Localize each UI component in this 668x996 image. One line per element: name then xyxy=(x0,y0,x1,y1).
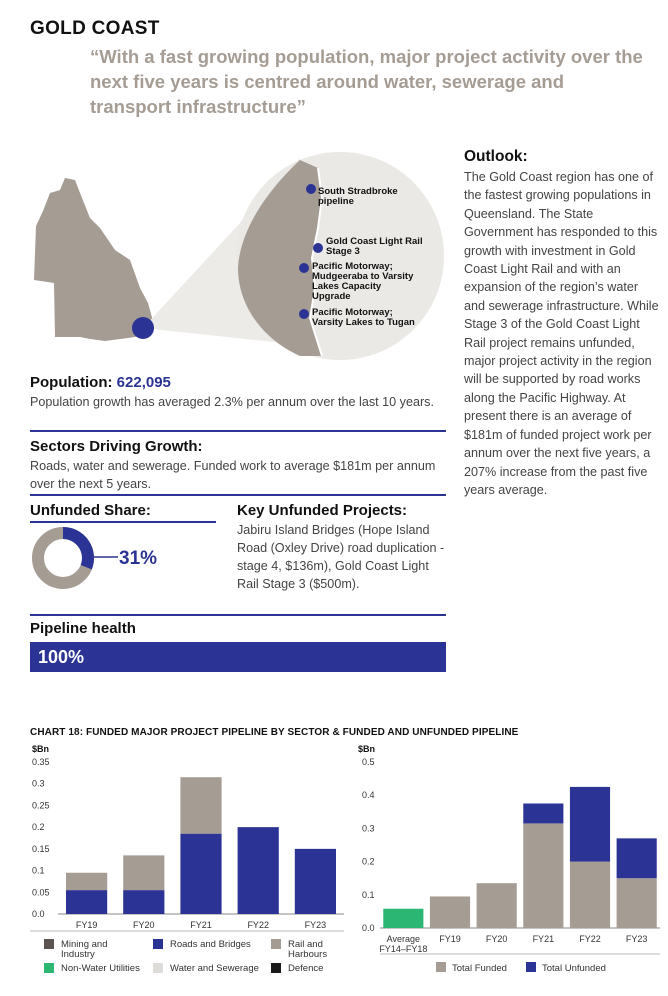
y-tick-label: 0.35 xyxy=(32,757,50,767)
legend-label: Total Funded xyxy=(452,963,507,974)
y-tick-label: 0.0 xyxy=(362,923,375,933)
y-axis-label: $Bn xyxy=(358,744,376,754)
sectors-text: Roads, water and sewerage. Funded work to average $181m per annum over the next 5 years. xyxy=(30,459,436,491)
legend-swatch xyxy=(526,962,536,972)
x-tick-label: FY19 xyxy=(75,920,98,930)
x-tick-label: FY23 xyxy=(304,920,327,930)
bar-segment xyxy=(66,890,107,914)
bar-segment xyxy=(123,890,164,914)
y-tick-label: 0.3 xyxy=(362,823,375,834)
x-tick-label: FY20 xyxy=(133,920,155,930)
x-tick-label: FY21 xyxy=(532,934,555,944)
y-tick-label: 0.0 xyxy=(32,909,45,919)
legend-label: Total Unfunded xyxy=(542,963,606,974)
legend-label: Non-Water Utilities xyxy=(61,963,140,974)
x-tick-label: FY19 xyxy=(439,934,461,944)
page-title: GOLD COAST xyxy=(30,18,160,39)
x-tick-label: FY23 xyxy=(625,934,648,944)
x-tick-label: FY20 xyxy=(485,934,508,944)
pipeline-heading: Pipeline health xyxy=(30,620,136,637)
legend-label: Defence xyxy=(288,963,324,974)
project-label: Gold Coast Light Rail Stage 3 xyxy=(326,236,423,257)
bar-segment xyxy=(295,849,336,914)
legend-label: Water and Sewerage xyxy=(170,963,259,974)
legend-swatch xyxy=(271,963,281,973)
project-marker xyxy=(306,184,316,194)
outlook-heading: Outlook: xyxy=(464,148,528,165)
unfunded-percent: 31% xyxy=(119,548,158,569)
x-tick-label: FY22 xyxy=(579,934,601,944)
y-tick-label: 0.1 xyxy=(32,865,45,876)
key-projects-heading: Key Unfunded Projects: xyxy=(237,502,408,519)
bar-segment xyxy=(617,878,657,928)
bar-segment xyxy=(238,827,279,914)
legend-label: Rail and Harbours xyxy=(288,939,328,960)
legend-swatch xyxy=(271,939,281,949)
bar-segment xyxy=(523,823,563,928)
bar-segment xyxy=(570,787,610,862)
bar-segment xyxy=(570,862,610,928)
project-label: South Stradbroke pipeline xyxy=(318,186,398,207)
x-tick-label: FY22 xyxy=(247,920,269,930)
project-label: Pacific Motorway; Varsity Lakes to Tugan xyxy=(312,307,415,328)
y-tick-label: 0.1 xyxy=(362,889,375,900)
divider xyxy=(30,521,216,523)
project-marker xyxy=(299,263,309,273)
sectors-heading: Sectors Driving Growth: xyxy=(30,438,203,455)
bar-segment xyxy=(617,838,657,878)
divider xyxy=(30,430,446,432)
funded-unfunded-chart xyxy=(352,740,664,976)
legend-label: Mining and Industry xyxy=(61,939,108,960)
outlook-text: The Gold Coast region has one of the fastest growing populations in Queensland. The State Government has responded to this growth with investment in Gold Coast Light Rail and with an expansion of the region’s water and sewerage infrastructure. While Stage 3 of the Gold Coast Light Rail project remains unfunded, major project activity in the region will be supported by road works along the Pacific Highway. At present there is an average of $181m of funded project work per annum over the next five years, a 207% increase from the past five years average. xyxy=(464,170,659,497)
legend-swatch xyxy=(44,963,54,973)
y-tick-label: 0.2 xyxy=(362,856,375,867)
queensland-map-shape xyxy=(34,178,153,341)
project-marker xyxy=(313,243,323,253)
population-text: Population growth has averaged 2.3% per annum over the last 10 years. xyxy=(30,395,434,409)
legend-swatch xyxy=(153,939,163,949)
y-tick-label: 0.05 xyxy=(32,887,50,898)
region-map xyxy=(0,138,455,373)
bar-segment xyxy=(430,896,470,928)
y-tick-label: 0.25 xyxy=(32,800,50,811)
y-tick-label: 0.4 xyxy=(362,790,375,801)
pipeline-value: 100% xyxy=(38,647,85,667)
y-tick-label: 0.3 xyxy=(32,778,45,789)
bar-segment xyxy=(477,883,517,928)
donut-leader xyxy=(94,550,120,564)
divider xyxy=(30,614,446,616)
legend-swatch xyxy=(436,962,446,972)
bar-segment xyxy=(523,804,563,824)
legend-swatch xyxy=(44,939,54,949)
region-marker xyxy=(132,317,154,339)
pipeline-health-bar xyxy=(30,642,446,672)
unfunded-donut xyxy=(30,525,96,591)
legend-swatch xyxy=(153,963,163,973)
y-tick-label: 0.2 xyxy=(32,822,45,833)
divider xyxy=(30,494,446,496)
key-projects-text: Jabiru Island Bridges (Hope Island Road (Oxley Drive) road duplication - stage 4, $136m), Gold Coast Light Rail Stage 3 ($500m). xyxy=(237,523,445,591)
y-tick-label: 0.5 xyxy=(362,757,375,767)
project-label: Pacific Motorway; Mudgeeraba to Varsity Lakes Capacity Upgrade xyxy=(312,261,414,302)
population-value: 622,095 xyxy=(116,374,171,391)
bar-segment xyxy=(180,777,221,833)
sector-pipeline-chart xyxy=(22,740,348,976)
chart-title: CHART 18: FUNDED MAJOR PROJECT PIPELINE BY SECTOR & FUNDED AND UNFUNDED PIPELINE xyxy=(30,727,519,738)
bar-segment xyxy=(180,834,221,914)
y-tick-label: 0.15 xyxy=(32,843,50,854)
unfunded-heading: Unfunded Share: xyxy=(30,502,151,519)
project-marker xyxy=(299,309,309,319)
legend-label: Roads and Bridges xyxy=(170,939,251,950)
y-axis-label: $Bn xyxy=(32,744,50,754)
bar-segment xyxy=(66,873,107,890)
population-label: Population: xyxy=(30,374,113,391)
pull-quote: “With a fast growing population, major project activity over the next five years is centred around water, sewerage and transport infrastructure” xyxy=(90,46,643,117)
bar-segment xyxy=(123,855,164,890)
donut-unfunded-arc xyxy=(63,533,88,567)
average-bar xyxy=(383,909,423,928)
x-tick-label: FY21 xyxy=(190,920,212,930)
population-heading xyxy=(30,374,171,391)
x-tick-label: Average FY14–FY18 xyxy=(379,934,428,954)
